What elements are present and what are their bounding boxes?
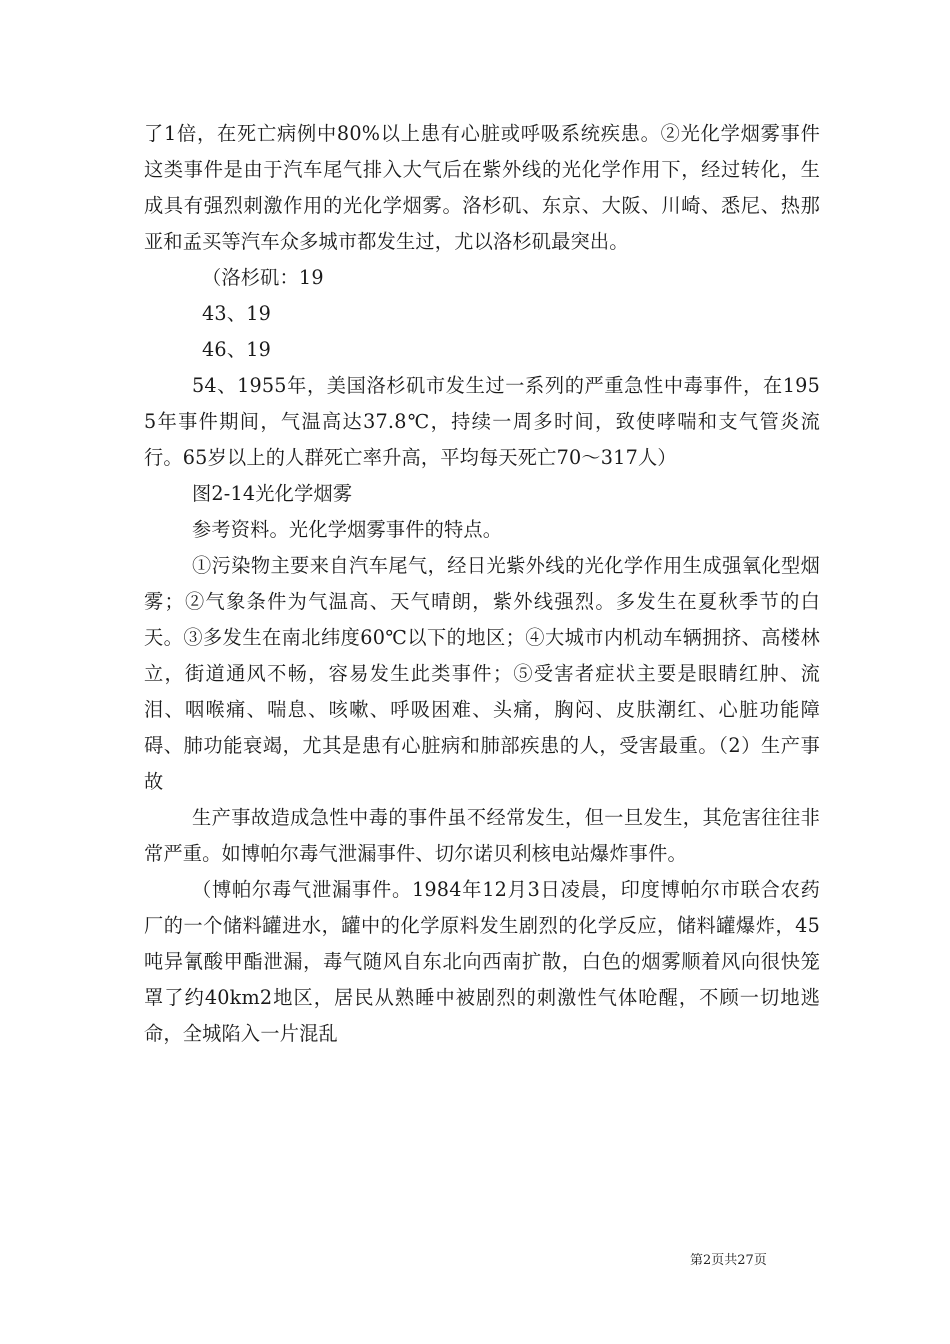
page-number: 第2页共27页 — [690, 1253, 767, 1268]
paragraph-7: 参考资料。光化学烟雾事件的特点。 — [192, 518, 503, 541]
paragraph-10: （博帕尔毒气泄漏事件。1984年12月3日凌晨，印度博帕尔市联合农药厂的一个储料罐进水，罐中的化学原料发生剧烈的化学反应，储料罐爆炸，45吨异氰酸甲酯泄漏，毒气随风自东北向西南扩散，白色的烟雾顺着风向很快笼罩了约40km2地区，居民从熟睡中被剧烈的刺激性气体呛醒，不顾一切地逃命，全城陷入一片混乱 — [144, 878, 820, 1045]
paragraph-3: 43、19 — [202, 302, 272, 325]
paragraph-8: ①污染物主要来自汽车尾气，经日光紫外线的光化学作用生成强氧化型烟雾；②气象条件为气温高、天气晴朗，紫外线强烈。多发生在夏秋季节的白天。③多发生在南北纬度60℃以下的地区；④大城市内机动车辆拥挤、高楼林立，街道通风不畅，容易发生此类事件；⑤受害者症状主要是眼睛红肿、流泪、咽喉痛、喘息、咳嗽、呼吸困难、头痛，胸闷、皮肤潮红、心脏功能障碍、肺功能衰竭，尤其是患有心脏病和肺部疾患的人，受害最重。（2）生产事故 — [144, 554, 820, 793]
paragraph-4: 46、19 — [202, 338, 272, 361]
paragraph-2: （洛杉矶：19 — [202, 266, 324, 289]
document-body — [144, 116, 820, 1052]
paragraph-9: 生产事故造成急性中毒的事件虽不经常发生，但一旦发生，其危害往往非常严重。如博帕尔毒气泄漏事件、切尔诺贝利核电站爆炸事件。 — [144, 806, 820, 865]
figure-caption: 图2-14光化学烟雾 — [192, 482, 353, 505]
paragraph-1: 了1倍，在死亡病例中80%以上患有心脏或呼吸系统疾患。②光化学烟雾事件这类事件是由于汽车尾气排入大气后在紫外线的光化学作用下，经过转化，生成具有强烈刺激作用的光化学烟雾。洛杉矶、东京、大阪、川崎、悉尼、热那亚和孟买等汽车众多城市都发生过，尤以洛杉矶最突出。 — [144, 122, 820, 253]
paragraph-5: 54、1955年，美国洛杉矶市发生过一系列的严重急性中毒事件，在1955年事件期间，气温高达37.8℃，持续一周多时间，致使哮喘和支气管炎流行。65岁以上的人群死亡率升高，平均每天死亡70～317人） — [144, 374, 820, 469]
